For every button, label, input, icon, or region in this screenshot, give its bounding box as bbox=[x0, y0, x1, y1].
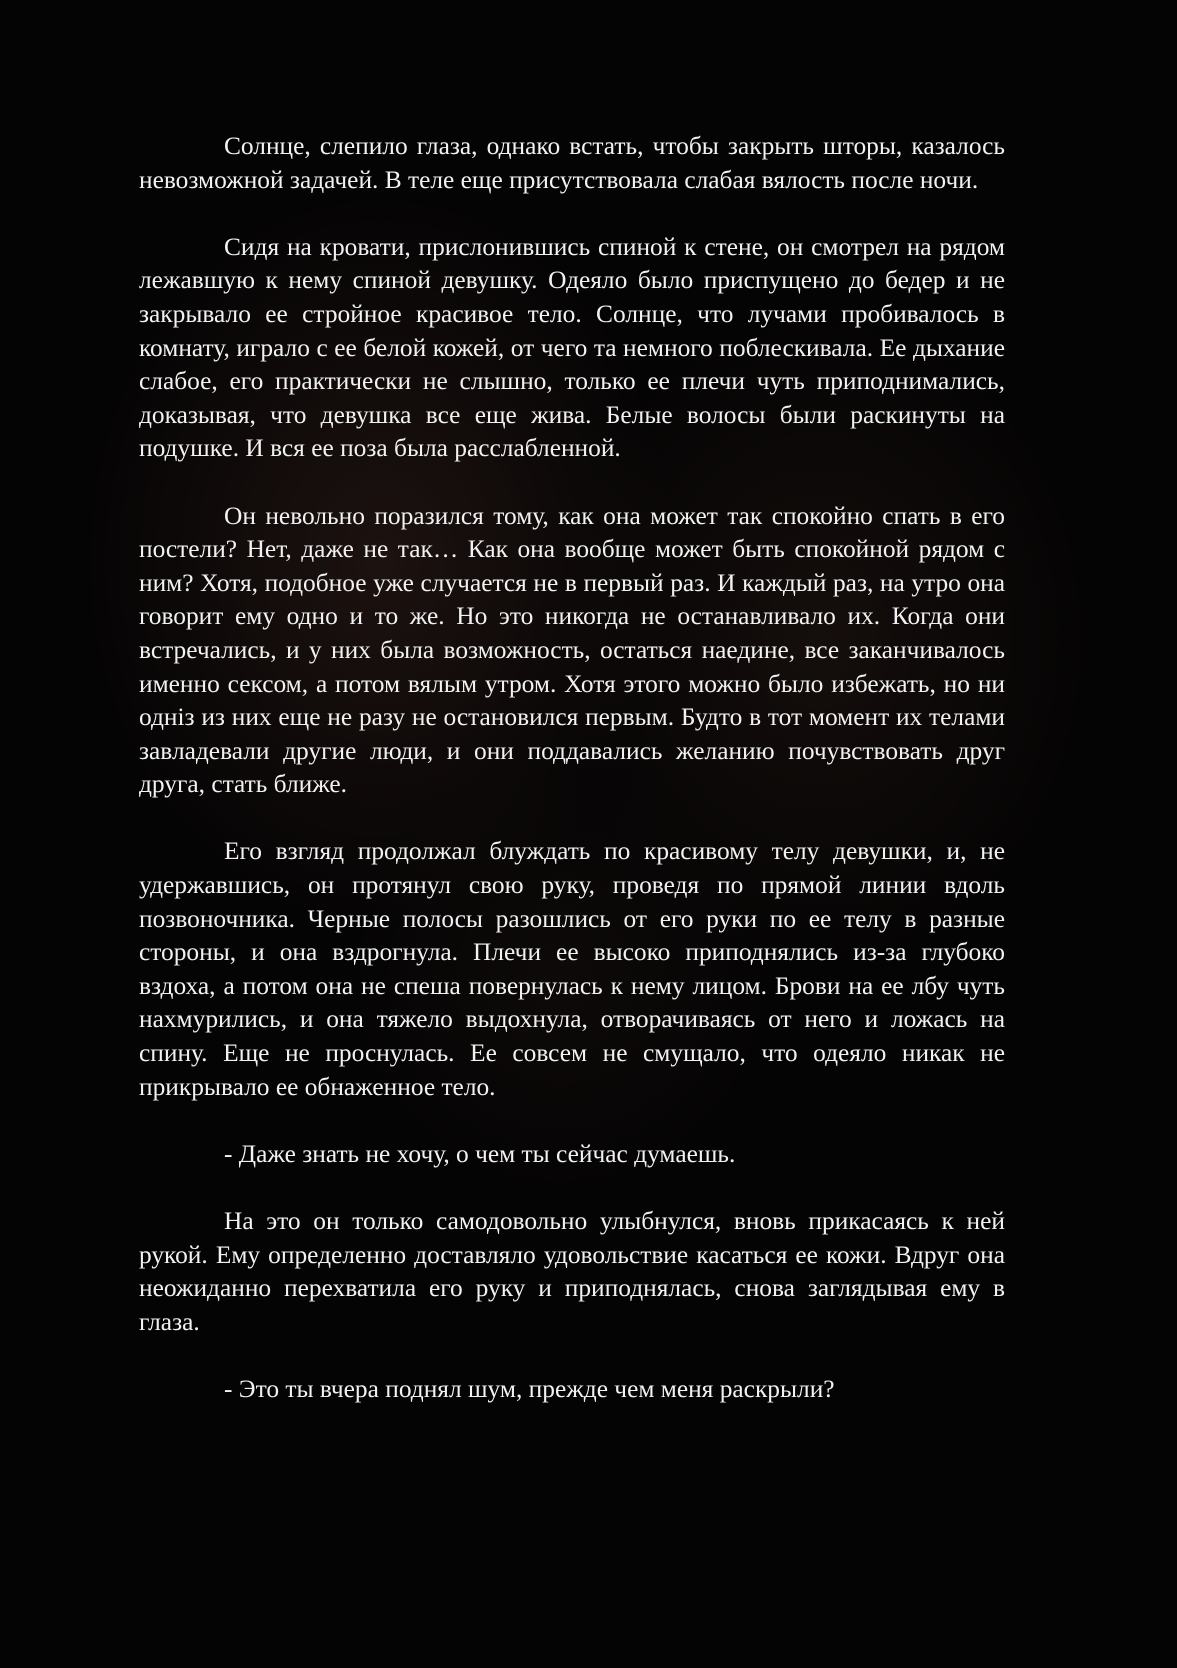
paragraph-5: На это он только самодовольно улыбнулся, вновь прикасаясь к ней рукой. Ему определенно доставляло удовольствие касаться ее кожи. Вдруг она неожиданно перехватила его руку и приподнялась, снова заглядывая ему в глаза. bbox=[139, 1207, 1005, 1336]
paragraph-3: Он невольно поразился тому, как она может так спокойно спать в его постели? Нет, даже не так… Как она вообще может быть спокойной рядом с ним? Хотя, подобное уже случается не в первый раз. И каждый раз, на утро она говорит ему одно и то же. Но это никогда не останавливало их. Когда они встречались, и у них была возможность, остаться наедине, все заканчивалось именно сексом, а потом вялым утром. Хотя этого можно было избежать, но ни однiз из них еще не разу не остановился первым. Будто в тот момент их телами завладевали другие люди, и они поддавались желанию почувствовать друг друга, стать ближе. bbox=[139, 501, 1005, 799]
paragraph-4: Его взгляд продолжал блуждать по красивому телу девушки, и, не удержавшись, он протянул свою руку, проведя по прямой линии вдоль позвоночника. Черные полосы разошлись от его руки по ее телу в разные стороны, и она вздрогнула. Плечи ее высоко приподнялись из-за глубоко вздоха, а потом она не спеша повернулась к нему лицом. Брови на ее лбу чуть нахмурились, и она тяжело выдохнула, отворачиваясь от него и ложась на спину. Еще не проснулась. Ее совсем не смущало, что одеяло никак не прикрывало ее обнаженное тело. bbox=[139, 837, 1005, 1101]
dialogue-line-2: - Это ты вчера поднял шум, прежде чем меня раскрыли? bbox=[224, 1374, 835, 1403]
paragraph-2: Сидя на кровати, прислонившись спиной к стене, он смотрел на рядом лежавшую к нему спиной девушку. Одеяло было приспущено до бедер и не закрывало ее стройное красивое тело. Солнце, что лучами пробивалось в комнату, играло с ее белой кожей, от чего та немного поблескивала. Ее дыхание слабое, его практически не слышно, только ее плечи чуть приподнимались, доказывая, что девушка все еще жива. Белые волосы были раскинуты на подушке. И вся ее поза была расслабленной. bbox=[139, 232, 1005, 463]
paragraph-1: Солнце, слепило глаза, однако встать, чтобы закрыть шторы, казалось невозможной задачей. В теле еще присутствовала слабая вялость после ночи. bbox=[139, 132, 1005, 194]
document-body bbox=[139, 130, 1005, 1407]
dialogue-line-1: - Даже знать не хочу, о чем ты сейчас думаешь. bbox=[224, 1139, 736, 1168]
